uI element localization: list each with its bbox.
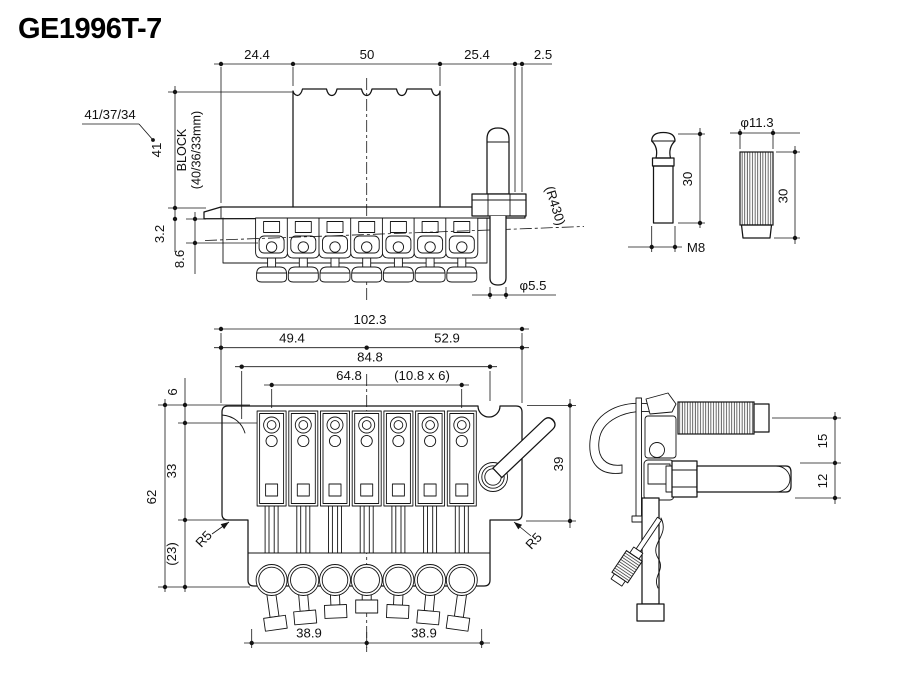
dim-3-2: 3.2 <box>152 224 167 244</box>
dim-arm-diameter: φ5.5 <box>519 278 547 293</box>
dim-49-4: 49.4 <box>279 330 305 346</box>
arm-assembly-plan <box>479 415 558 491</box>
dim-r430: (R430) <box>542 184 569 228</box>
drawing-title: GE1996T-7 <box>18 13 162 45</box>
dim-23: (23) <box>164 542 179 566</box>
insert-knurl-body <box>740 152 773 225</box>
dim-50: 50 <box>359 47 375 62</box>
dim-r5-left: R5 <box>192 527 215 551</box>
insert-collar <box>742 225 772 238</box>
dim-64-8: 64.8 <box>336 368 362 383</box>
stud-dimensions <box>628 128 705 255</box>
stud-outline <box>652 133 675 159</box>
dim-6: 6 <box>165 388 180 396</box>
saddles-plan <box>257 411 476 553</box>
dim-25-4: 25.4 <box>464 47 490 62</box>
block-label: BLOCK <box>175 128 189 172</box>
dim-8-6: 8.6 <box>172 249 187 269</box>
dim-84-8: 84.8 <box>357 349 383 365</box>
dim-38-9-left: 38.9 <box>296 625 322 641</box>
arm-assembly-front <box>472 128 526 285</box>
dim-2-5: 2.5 <box>533 47 553 62</box>
stud-and-nut-side <box>666 461 791 497</box>
dim-24-4: 24.4 <box>244 47 270 62</box>
plan-view <box>144 312 576 652</box>
dim-38-9-right: 38.9 <box>411 625 437 641</box>
block-height-variants: 41/37/34 <box>84 107 136 122</box>
side-view <box>590 393 841 621</box>
saddles-front <box>256 218 478 282</box>
arm-tube-inner <box>599 412 652 466</box>
dim-12: 12 <box>815 473 830 489</box>
insert-drawing <box>730 115 800 244</box>
stud-drawing <box>628 128 705 255</box>
dim-15: 15 <box>815 433 830 449</box>
front-view <box>82 47 584 302</box>
dim-33: 33 <box>164 463 179 479</box>
dim-insert-height: 30 <box>775 188 791 204</box>
dim-41: 41 <box>149 142 164 158</box>
dim-string-pitch: (10.8 x 6) <box>394 368 450 383</box>
dim-52-9: 52.9 <box>434 330 460 346</box>
dim-62: 62 <box>144 489 159 505</box>
dim-39: 39 <box>551 456 566 472</box>
arm-grip-side <box>678 402 769 434</box>
dim-r5-right: R5 <box>522 529 545 553</box>
block-variants-label: (40/36/33mm) <box>189 110 204 190</box>
dim-102-3: 102.3 <box>353 312 387 327</box>
dim-insert-diameter: φ11.3 <box>740 115 774 130</box>
dim-stud-thread: M8 <box>686 240 706 255</box>
dim-stud-height: 30 <box>680 171 695 187</box>
